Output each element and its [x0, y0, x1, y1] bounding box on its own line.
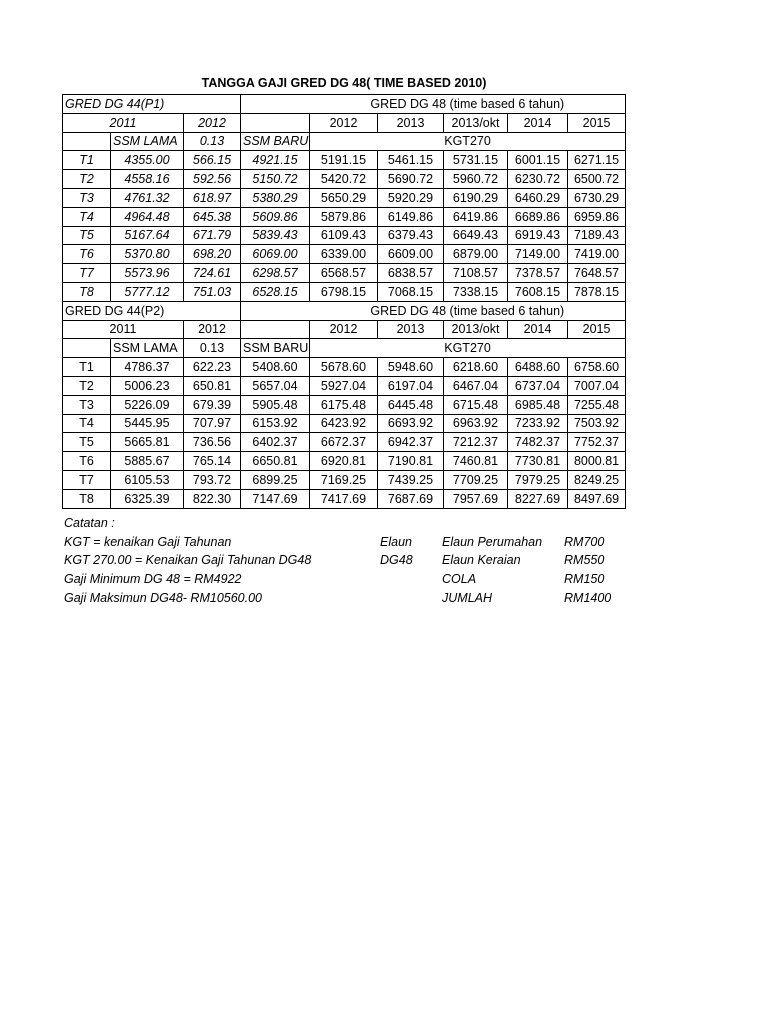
notes-heading-line [64, 514, 624, 533]
increment-value: 566.15 [184, 151, 241, 170]
ssm-lama-value: 4786.37 [111, 358, 184, 377]
salary-2013: 7190.81 [378, 452, 444, 471]
p1-year-2015: 2015 [568, 113, 626, 132]
p2-table-row [63, 452, 626, 471]
p2-ssm-lama-label: SSM LAMA [111, 339, 184, 358]
salary-2013-okt: 6715.48 [444, 395, 508, 414]
allowance-name: COLA [442, 572, 477, 587]
increment-value: 751.03 [184, 282, 241, 301]
increment-value: 793.72 [184, 470, 241, 489]
document-title: TANGGA GAJI GRED DG 48( TIME BASED 2010) [201, 76, 487, 90]
ssm-lama-value: 5777.12 [111, 282, 184, 301]
p1-table-row [63, 282, 626, 301]
step-label: T8 [63, 282, 111, 301]
p1-group-header: GRED DG 48 (time based 6 tahun) [310, 95, 626, 114]
salary-2013: 7687.69 [378, 489, 444, 508]
p2-year-2013-okt: 2013/okt [444, 320, 508, 339]
note-text: Gaji Minimum DG 48 = RM4922 [64, 572, 242, 587]
ssm-baru-value: 6899.25 [241, 470, 310, 489]
salary-2015: 8497.69 [568, 489, 626, 508]
ssm-lama-value: 5573.96 [111, 264, 184, 283]
p2-table-row [63, 433, 626, 452]
ssm-baru-value: 6298.57 [241, 264, 310, 283]
salary-2013-okt: 7108.57 [444, 264, 508, 283]
increment-value: 618.97 [184, 188, 241, 207]
p2-blank-cell [241, 301, 310, 320]
increment-value: 650.81 [184, 376, 241, 395]
ssm-lama-value: 4558.16 [111, 170, 184, 189]
step-label: T1 [63, 358, 111, 377]
p1-kgt-label: KGT270 [310, 132, 626, 151]
increment-value: 622.23 [184, 358, 241, 377]
salary-2015: 6758.60 [568, 358, 626, 377]
ssm-baru-value: 5657.04 [241, 376, 310, 395]
salary-2014: 8227.69 [508, 489, 568, 508]
salary-2013-okt: 7212.37 [444, 433, 508, 452]
salary-2013-okt: 7709.25 [444, 470, 508, 489]
increment-value: 736.56 [184, 433, 241, 452]
salary-2012: 6175.48 [310, 395, 378, 414]
step-label: T2 [63, 170, 111, 189]
ssm-baru-value: 6402.37 [241, 433, 310, 452]
salary-2013: 6379.43 [378, 226, 444, 245]
note-line [64, 570, 624, 589]
notes-heading: Catatan : [64, 516, 115, 530]
ssm-lama-value: 5167.64 [111, 226, 184, 245]
note-text: KGT = kenaikan Gaji Tahunan [64, 534, 232, 549]
salary-2013: 6838.57 [378, 264, 444, 283]
p1-blank-cell [63, 132, 111, 151]
salary-2013-okt: 7957.69 [444, 489, 508, 508]
ssm-lama-value: 6105.53 [111, 470, 184, 489]
p2-year-2014: 2014 [508, 320, 568, 339]
salary-2012: 6423.92 [310, 414, 378, 433]
salary-2013: 6942.37 [378, 433, 444, 452]
p2-grade-label: GRED DG 44(P2) [63, 301, 184, 320]
note-line [64, 589, 624, 608]
salary-2015: 7189.43 [568, 226, 626, 245]
salary-2013: 5461.15 [378, 151, 444, 170]
salary-2014: 6689.86 [508, 207, 568, 226]
ssm-baru-value: 6528.15 [241, 282, 310, 301]
salary-2015: 7503.92 [568, 414, 626, 433]
p1-blank-cell [184, 95, 241, 114]
salary-2013: 7068.15 [378, 282, 444, 301]
salary-2012: 5420.72 [310, 170, 378, 189]
p1-ssm-lama-label: SSM LAMA [111, 132, 184, 151]
increment-value: 822.30 [184, 489, 241, 508]
p1-year-row [63, 113, 626, 132]
salary-2013: 6149.86 [378, 207, 444, 226]
salary-2013-okt: 7338.15 [444, 282, 508, 301]
p2-blank-cell [241, 320, 310, 339]
step-label: T4 [63, 207, 111, 226]
salary-2014: 7149.00 [508, 245, 568, 264]
ssm-lama-value: 5665.81 [111, 433, 184, 452]
p2-year-2011: 2011 [63, 320, 184, 339]
salary-2014: 6737.04 [508, 376, 568, 395]
salary-2014: 6460.29 [508, 188, 568, 207]
p2-ssm-baru-label: SSM BARU [241, 339, 310, 358]
salary-2014: 7482.37 [508, 433, 568, 452]
increment-value: 707.97 [184, 414, 241, 433]
p1-year-2013: 2013 [378, 113, 444, 132]
ssm-baru-value: 4921.15 [241, 151, 310, 170]
salary-2013-okt: 6467.04 [444, 376, 508, 395]
ssm-lama-value: 5885.67 [111, 452, 184, 471]
p1-year-2014: 2014 [508, 113, 568, 132]
salary-2013: 5948.60 [378, 358, 444, 377]
ssm-lama-value: 5370.80 [111, 245, 184, 264]
p2-table-row [63, 489, 626, 508]
step-label: T7 [63, 470, 111, 489]
salary-2015: 7255.48 [568, 395, 626, 414]
p2-year-2012: 2012 [184, 320, 241, 339]
allowance-name: JUMLAH [442, 590, 493, 605]
salary-2013: 6609.00 [378, 245, 444, 264]
p1-blank-cell [241, 95, 310, 114]
step-label: T3 [63, 188, 111, 207]
p1-year-2011: 2011 [63, 113, 184, 132]
p1-section [63, 95, 626, 151]
salary-2013-okt: 5960.72 [444, 170, 508, 189]
p1-rows [63, 151, 626, 301]
p1-year-2012: 2012 [184, 113, 241, 132]
ssm-baru-value: 6069.00 [241, 245, 310, 264]
p2-section [63, 301, 626, 357]
p2-sub-header-row [63, 339, 626, 358]
salary-table [62, 94, 626, 509]
salary-2015: 6271.15 [568, 151, 626, 170]
salary-2013-okt: 7460.81 [444, 452, 508, 471]
p2-blank-cell [63, 339, 111, 358]
salary-2013-okt: 6218.60 [444, 358, 508, 377]
ssm-lama-value: 5226.09 [111, 395, 184, 414]
allowance-label: DG48 [380, 553, 413, 568]
p2-rows [63, 358, 626, 508]
salary-2013-okt: 6190.29 [444, 188, 508, 207]
salary-2012: 6568.57 [310, 264, 378, 283]
salary-2015: 6959.86 [568, 207, 626, 226]
step-label: T8 [63, 489, 111, 508]
p2-table-row [63, 470, 626, 489]
ssm-lama-value: 4355.00 [111, 151, 184, 170]
allowance-amount: RM1400 [564, 590, 612, 605]
allowance-amount: RM700 [564, 534, 605, 549]
increment-value: 592.56 [184, 170, 241, 189]
note-text: KGT 270.00 = Kenaikan Gaji Tahunan DG48 [64, 553, 312, 568]
p2-year-2012-dg48: 2012 [310, 320, 378, 339]
p1-blank-cell [241, 113, 310, 132]
salary-2014: 6919.43 [508, 226, 568, 245]
salary-2015: 8000.81 [568, 452, 626, 471]
salary-2015: 6500.72 [568, 170, 626, 189]
salary-2013: 5690.72 [378, 170, 444, 189]
ssm-baru-value: 5150.72 [241, 170, 310, 189]
p1-table-row [63, 170, 626, 189]
ssm-baru-value: 6153.92 [241, 414, 310, 433]
p1-table-row [63, 207, 626, 226]
p2-table-row [63, 414, 626, 433]
p1-table-row [63, 264, 626, 283]
step-label: T5 [63, 433, 111, 452]
step-label: T6 [63, 245, 111, 264]
p1-sub-header-row [63, 132, 626, 151]
salary-2013: 5920.29 [378, 188, 444, 207]
salary-2015: 7752.37 [568, 433, 626, 452]
salary-2013-okt: 6419.86 [444, 207, 508, 226]
salary-2014: 7730.81 [508, 452, 568, 471]
salary-2014: 6488.60 [508, 358, 568, 377]
p1-table-row [63, 226, 626, 245]
salary-2012: 7169.25 [310, 470, 378, 489]
step-label: T7 [63, 264, 111, 283]
salary-2012: 5879.86 [310, 207, 378, 226]
ssm-baru-value: 5609.86 [241, 207, 310, 226]
ssm-baru-value: 5905.48 [241, 395, 310, 414]
salary-2015: 7878.15 [568, 282, 626, 301]
salary-2012: 6798.15 [310, 282, 378, 301]
salary-2014: 7233.92 [508, 414, 568, 433]
p1-header-row [63, 95, 626, 114]
p2-year-2015: 2015 [568, 320, 626, 339]
notes-section [64, 514, 624, 607]
p2-kgt-label: KGT270 [310, 339, 626, 358]
increment-value: 645.38 [184, 207, 241, 226]
p2-table-row [63, 395, 626, 414]
salary-2015: 8249.25 [568, 470, 626, 489]
p2-rate-label: 0.13 [184, 339, 241, 358]
p1-table-row [63, 151, 626, 170]
salary-2012: 6339.00 [310, 245, 378, 264]
salary-2013-okt: 6649.43 [444, 226, 508, 245]
p2-year-row [63, 320, 626, 339]
increment-value: 671.79 [184, 226, 241, 245]
p1-year-2012-dg48: 2012 [310, 113, 378, 132]
salary-2014: 6001.15 [508, 151, 568, 170]
salary-2014: 7979.25 [508, 470, 568, 489]
salary-2012: 6109.43 [310, 226, 378, 245]
salary-2013-okt: 5731.15 [444, 151, 508, 170]
p2-year-2013: 2013 [378, 320, 444, 339]
ssm-baru-value: 5408.60 [241, 358, 310, 377]
salary-2015: 7419.00 [568, 245, 626, 264]
allowance-amount: RM550 [564, 553, 605, 568]
step-label: T2 [63, 376, 111, 395]
increment-value: 724.61 [184, 264, 241, 283]
ssm-baru-value: 6650.81 [241, 452, 310, 471]
salary-2013: 6197.04 [378, 376, 444, 395]
salary-2014: 7378.57 [508, 264, 568, 283]
p2-blank-cell [184, 301, 241, 320]
increment-value: 679.39 [184, 395, 241, 414]
step-label: T5 [63, 226, 111, 245]
increment-value: 698.20 [184, 245, 241, 264]
ssm-baru-value: 5380.29 [241, 188, 310, 207]
step-label: T6 [63, 452, 111, 471]
ssm-lama-value: 4964.48 [111, 207, 184, 226]
salary-2012: 7417.69 [310, 489, 378, 508]
allowance-amount: RM150 [564, 572, 605, 587]
p2-header-row [63, 301, 626, 320]
increment-value: 765.14 [184, 452, 241, 471]
p2-table-row [63, 376, 626, 395]
p1-ssm-baru-label: SSM BARU [241, 132, 310, 151]
salary-2012: 5678.60 [310, 358, 378, 377]
note-line [64, 551, 624, 570]
salary-2014: 6230.72 [508, 170, 568, 189]
p2-group-header: GRED DG 48 (time based 6 tahun) [310, 301, 626, 320]
ssm-baru-value: 7147.69 [241, 489, 310, 508]
salary-2013-okt: 6963.92 [444, 414, 508, 433]
ssm-lama-value: 4761.32 [111, 188, 184, 207]
salary-2013: 7439.25 [378, 470, 444, 489]
salary-2013-okt: 6879.00 [444, 245, 508, 264]
p2-table-row [63, 358, 626, 377]
p1-table-row [63, 245, 626, 264]
allowance-name: Elaun Perumahan [442, 534, 543, 549]
step-label: T4 [63, 414, 111, 433]
ssm-lama-value: 5006.23 [111, 376, 184, 395]
salary-2012: 6672.37 [310, 433, 378, 452]
p1-year-2013-okt: 2013/okt [444, 113, 508, 132]
salary-2012: 5927.04 [310, 376, 378, 395]
step-label: T3 [63, 395, 111, 414]
salary-2015: 6730.29 [568, 188, 626, 207]
salary-2012: 6920.81 [310, 452, 378, 471]
salary-2015: 7648.57 [568, 264, 626, 283]
ssm-baru-value: 5839.43 [241, 226, 310, 245]
p1-table-row [63, 188, 626, 207]
p1-grade-label: GRED DG 44(P1) [63, 95, 184, 114]
salary-2014: 6985.48 [508, 395, 568, 414]
allowance-name: Elaun Keraian [442, 553, 521, 568]
note-text: Gaji Maksimun DG48- RM10560.00 [64, 590, 262, 605]
salary-2012: 5191.15 [310, 151, 378, 170]
p1-rate-label: 0.13 [184, 132, 241, 151]
allowance-label: Elaun [380, 534, 412, 549]
salary-2012: 5650.29 [310, 188, 378, 207]
note-line [64, 533, 624, 552]
salary-2013: 6693.92 [378, 414, 444, 433]
salary-2014: 7608.15 [508, 282, 568, 301]
ssm-lama-value: 5445.95 [111, 414, 184, 433]
salary-2013: 6445.48 [378, 395, 444, 414]
step-label: T1 [63, 151, 111, 170]
ssm-lama-value: 6325.39 [111, 489, 184, 508]
salary-2015: 7007.04 [568, 376, 626, 395]
